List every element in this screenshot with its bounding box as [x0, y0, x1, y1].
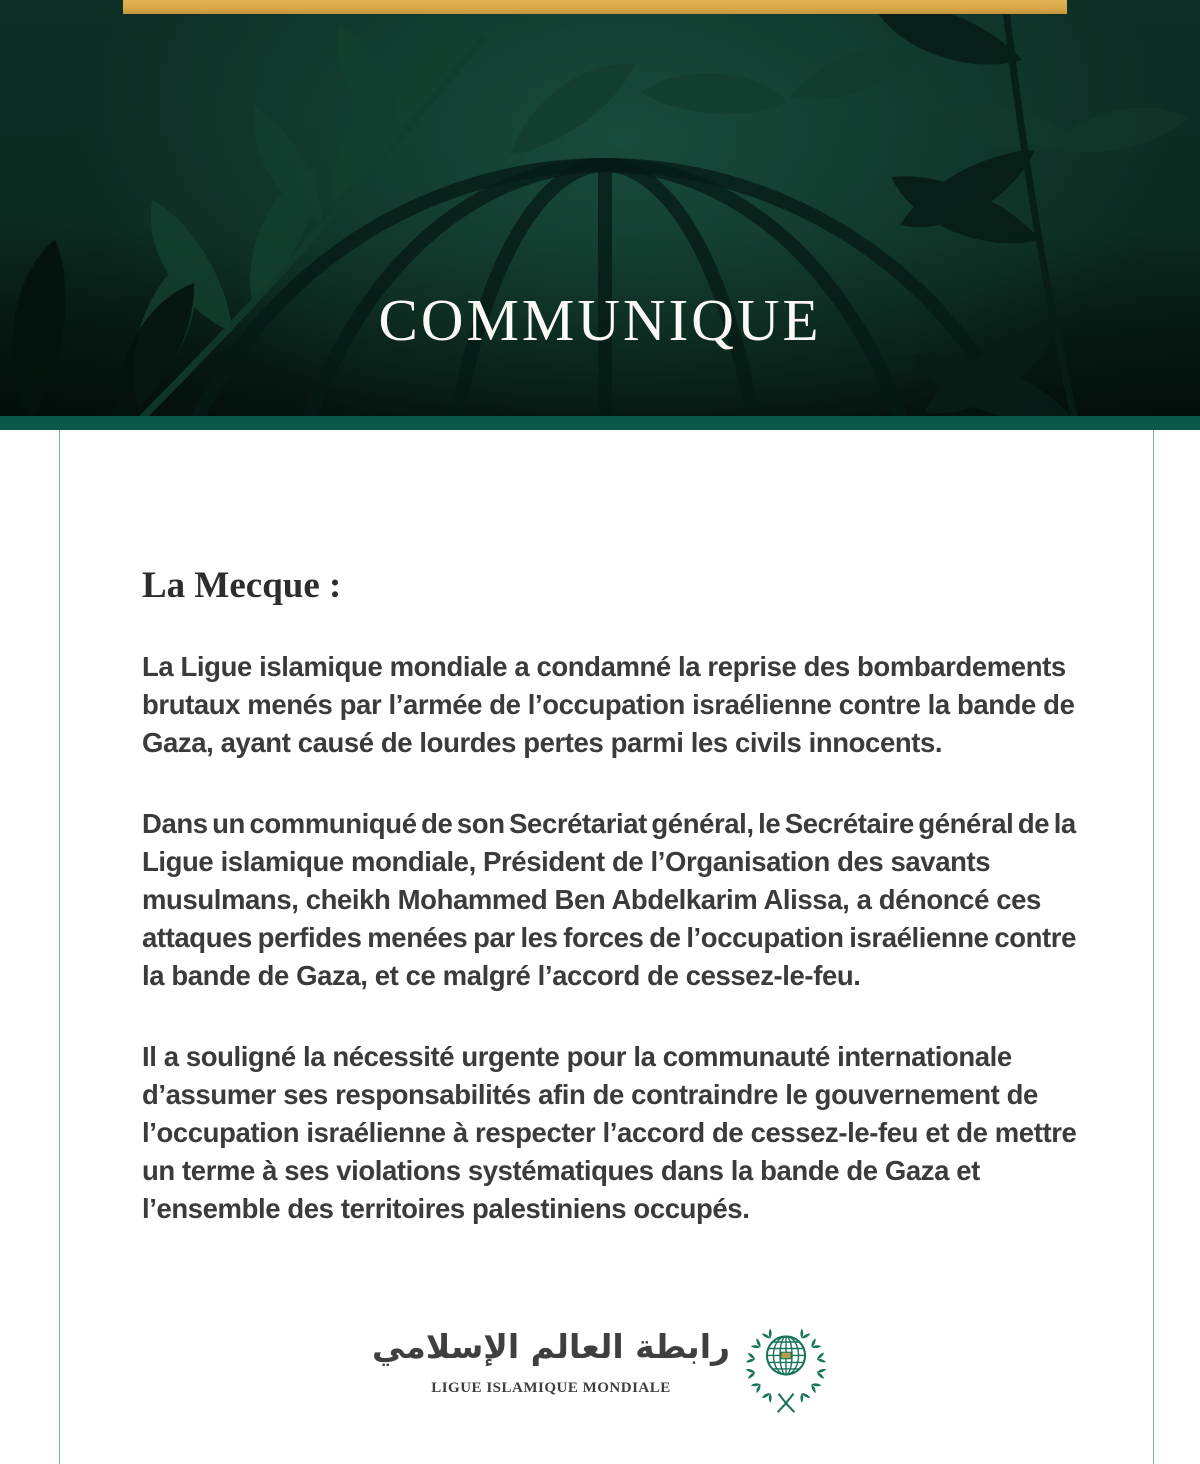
gold-accent-bar [123, 0, 1067, 14]
paragraph-line: Dans un communiqué de son Secrétariat général, le Secrétaire général de la [142, 808, 1076, 839]
paragraph [142, 805, 1076, 995]
paragraph-line: Il a souligné la nécessité urgente pour la communauté internationale [142, 1041, 1012, 1072]
dateline-heading: La Mecque : [142, 565, 342, 606]
paragraph-line: l’ensemble des territoires palestiniens occupés. [142, 1193, 750, 1224]
teal-divider-bar [0, 416, 1200, 430]
paragraph-line: un terme à ses violations systématiques dans la bande de Gaza et [142, 1155, 980, 1186]
header-banner [0, 0, 1200, 416]
paragraph-line: musulmans, cheikh Mohammed Ben Abdelkarim Alissa, a dénoncé ces [142, 884, 1041, 915]
mwl-emblem-icon [744, 1322, 828, 1415]
paragraph-line: La Ligue islamique mondiale a condamné la reprise des bombardements [142, 651, 1066, 682]
paragraphs [142, 648, 1076, 1228]
paragraph-line: l’occupation israélienne à respecter l’accord de cessez-le-feu et de mettre [142, 1117, 1077, 1148]
wreath-stems [778, 1394, 795, 1413]
page-title: COMMUNIQUE [378, 287, 822, 353]
logo-latin-name: LIGUE ISLAMIQUE MONDIALE [431, 1380, 671, 1396]
logo-arabic-name: رابطة العالم الإسلامي [371, 1327, 731, 1366]
organization-logo [0, 1318, 1200, 1415]
paragraph-line: brutaux menés par l’armée de l’occupation israélienne contre la bande de [142, 689, 1075, 720]
paragraph-line: d’assumer ses responsabilités afin de contraindre le gouvernement de [142, 1079, 1038, 1110]
text-block [142, 430, 1076, 1228]
paragraph [142, 1038, 1076, 1228]
foliage-top [494, 37, 1191, 165]
paragraph-line: Gaza, ayant causé de lourdes pertes parmi les civils innocents. [142, 727, 943, 758]
paragraph-line: la bande de Gaza, et ce malgré l’accord de cessez-le-feu. [142, 960, 861, 991]
logo-text-column [372, 1318, 730, 1396]
left-margin-rule [59, 430, 60, 1464]
paragraph-line: Ligue islamique mondiale, Président de l’Organisation des savants [142, 846, 991, 877]
globe-center-flag [781, 1352, 791, 1359]
right-margin-rule [1153, 430, 1154, 1464]
paragraph [142, 648, 1076, 762]
paragraph-line: attaques perfides menées par les forces de l’occupation israélienne contre [142, 922, 1076, 953]
